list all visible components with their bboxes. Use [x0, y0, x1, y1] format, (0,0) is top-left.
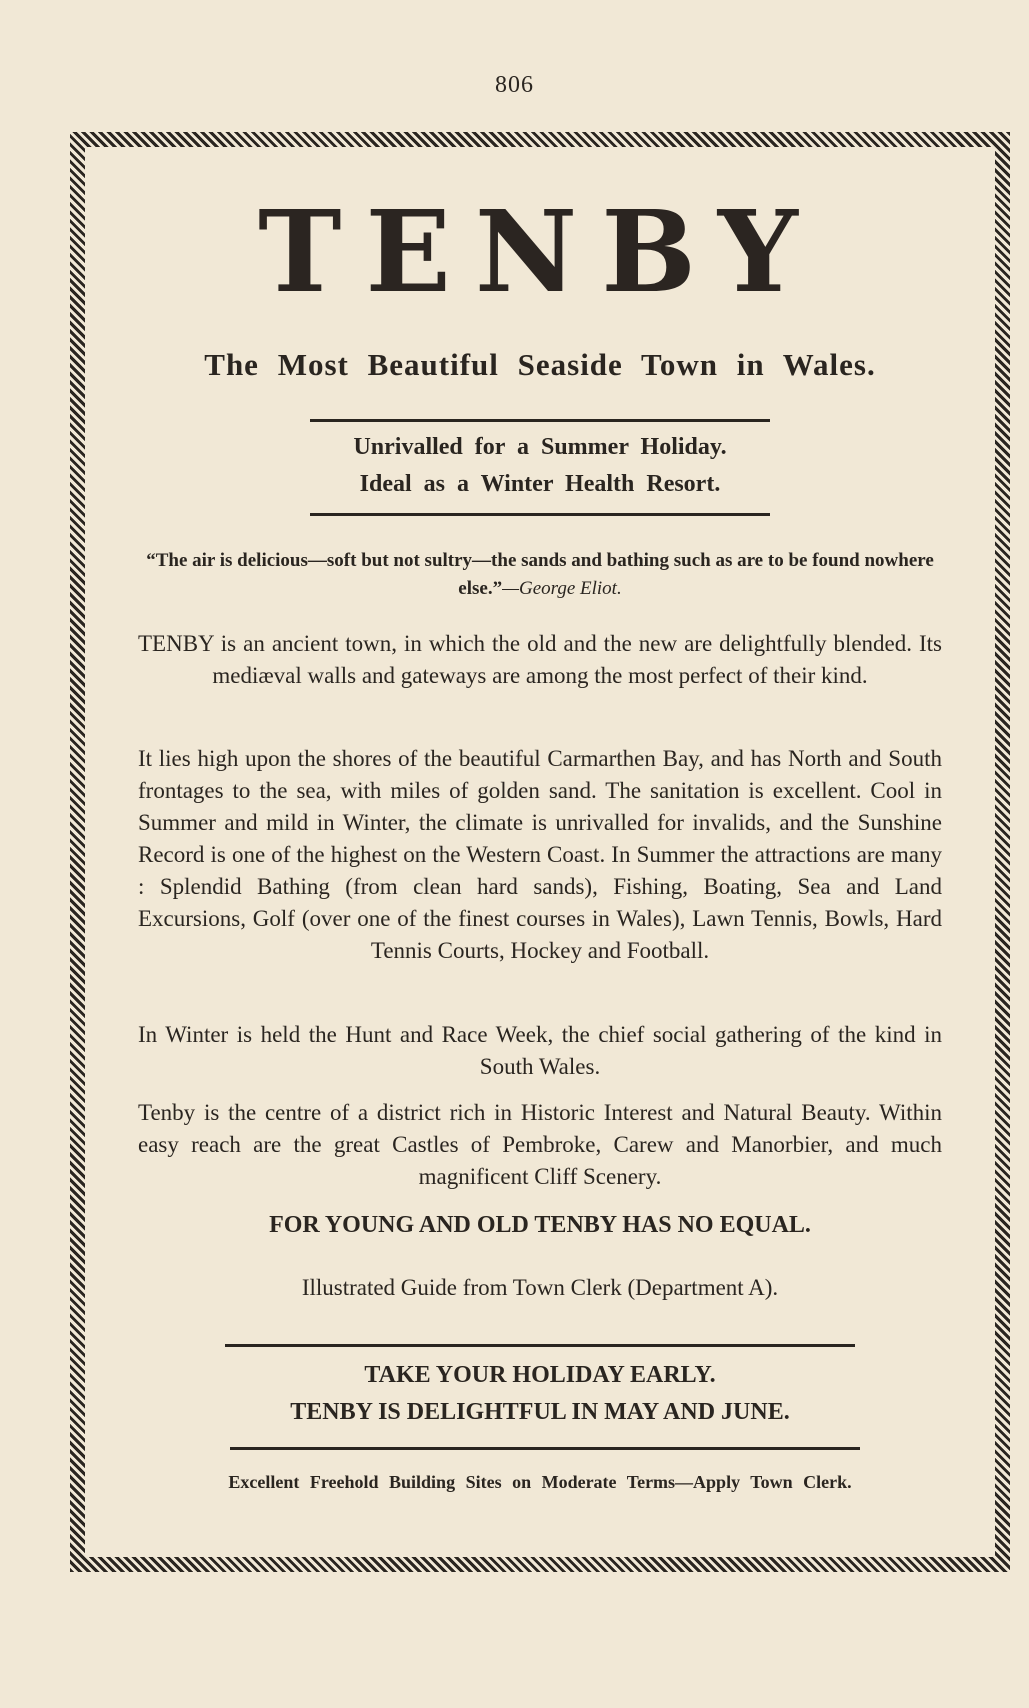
advertisement — [85, 147, 995, 1557]
holiday-line-1: TAKE YOUR HOLIDAY EARLY. — [364, 1362, 716, 1388]
divider — [225, 1344, 855, 1347]
paragraph-winter: In Winter is held the Hunt and Race Week, the chief social gathering of the kind in South Wales. — [138, 1022, 942, 1079]
slogan: FOR YOUNG AND OLD TENBY HAS NO EQUAL. — [269, 1212, 811, 1238]
paragraph-location: It lies high upon the shores of the beautiful Carmarthen Bay, and has North and South frontages to the sea, with miles of golden sand. The sanitation is excellent. Cool in Summer and mild in Winter, the climate is unrivalled for invalids, and the Sunshine Record is one of the highest on the Western Coast. In Summer the attractions are many : Splendid Bathing (from clean hard sands), Fishing, Boating, Sea and Land Excursions, Golf (over one of the finest courses in Wales), Lawn Tennis, Bowls, Hard Tennis Courts, Hockey and Football. — [138, 746, 942, 963]
quote — [145, 547, 935, 603]
divider — [230, 1447, 860, 1450]
footer-note: Excellent Freehold Building Sites on Moderate Terms—Apply Town Clerk. — [228, 1472, 852, 1492]
guide-note: Illustrated Guide from Town Clerk (Department A). — [301, 1275, 779, 1300]
quote-attribution: —George Eliot. — [502, 578, 622, 599]
paragraph-district: Tenby is the centre of a district rich in Historic Interest and Natural Beauty. Within easy reach are the great Castles of Pembroke, Carew and Manorbier, and much magnificent Cliff Scenery. — [138, 1100, 942, 1189]
paragraph-history: TENBY is an ancient town, in which the old and the new are delightfully blended. Its mediæval walls and gateways are among the most perfect of their kind. — [138, 631, 942, 688]
page-title: TENBY — [258, 187, 822, 318]
quote-text: “The air is delicious—soft but not sultry—the sands and bathing such as are to be found nowhere else.” — [146, 550, 934, 599]
divider — [310, 513, 770, 516]
divider — [310, 419, 770, 422]
subtitle: The Most Beautiful Seaside Town in Wales. — [204, 347, 876, 382]
tagline-winter: Ideal as a Winter Health Resort. — [359, 471, 721, 497]
holiday-line-2: TENBY IS DELIGHTFUL IN MAY AND JUNE. — [290, 1399, 790, 1425]
page-number: 806 — [495, 72, 534, 98]
tagline-summer: Unrivalled for a Summer Holiday. — [353, 434, 727, 460]
